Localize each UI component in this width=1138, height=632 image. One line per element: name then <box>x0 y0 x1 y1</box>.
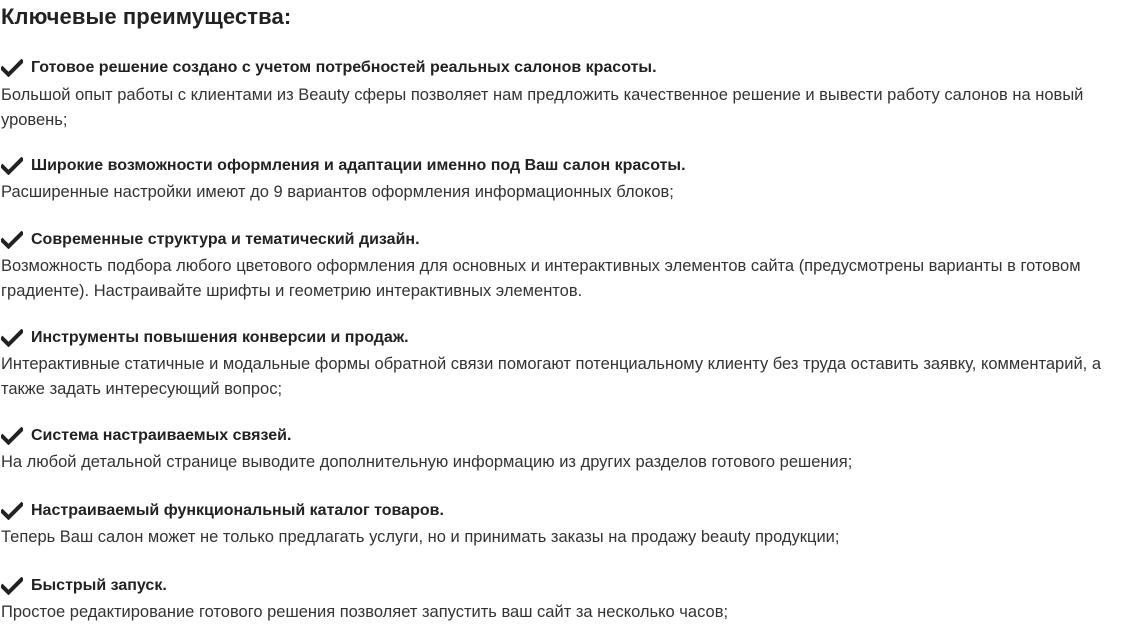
check-icon <box>1 502 23 520</box>
benefit-title: Современные структура и тематический дизайн. <box>31 231 420 248</box>
benefit-item <box>1 499 1138 550</box>
benefit-description: Интерактивные статичные и модальные формы обратной связи помогают потенциальному клиенту без труда оставить заявку, комментарий, а также задать интересующий вопрос; <box>1 355 1102 398</box>
benefit-title-row <box>1 56 1138 80</box>
check-icon <box>1 157 23 175</box>
benefit-title-row <box>1 154 1138 178</box>
benefit-description: Теперь Ваш салон может не только предлагать услуги, но и принимать заказы на продажу beauty продукции; <box>1 528 840 546</box>
benefits-list <box>1 56 1138 625</box>
benefit-title: Широкие возможности оформления и адаптации именно под Ваш салон красоты. <box>31 157 686 174</box>
benefit-title: Готовое решение создано с учетом потребностей реальных салонов красоты. <box>31 59 657 76</box>
benefit-item <box>1 56 1138 133</box>
check-icon <box>1 427 23 445</box>
benefit-title: Система настраиваемых связей. <box>31 427 292 444</box>
benefit-title-row <box>1 228 1138 252</box>
benefit-item <box>1 228 1138 304</box>
benefit-title: Быстрый запуск. <box>31 577 167 594</box>
benefit-item <box>1 424 1138 475</box>
benefit-title-row <box>1 424 1138 448</box>
benefit-title: Инструменты повышения конверсии и продаж. <box>31 329 409 346</box>
benefit-item <box>1 574 1138 625</box>
benefit-title-row <box>1 574 1138 598</box>
benefit-item <box>1 326 1138 402</box>
benefit-item <box>1 154 1138 205</box>
check-icon <box>1 231 23 249</box>
benefit-description: Простое редактирование готового решения позволяет запустить ваш сайт за несколько часов; <box>1 603 729 621</box>
benefit-title-row <box>1 326 1138 350</box>
benefit-title-row <box>1 499 1138 523</box>
check-icon <box>1 329 23 347</box>
benefit-description: Возможность подбора любого цветового оформления для основных и интерактивных элементов сайта (предусмотрены варианты в готовом градиенте). Настраивайте шрифты и геометрию интерактивных элементов. <box>1 257 1081 300</box>
check-icon <box>1 577 23 595</box>
benefit-description: Большой опыт работы с клиентами из Beauty сферы позволяет нам предложить качественное решение и вывести работу салонов на новый уровень; <box>1 86 1084 129</box>
benefit-description: На любой детальной странице выводите дополнительную информацию из других разделов готового решения; <box>1 453 853 471</box>
section-heading: Ключевые преимущества: <box>1 4 292 29</box>
benefit-description: Расширенные настройки имеют до 9 вариантов оформления информационных блоков; <box>1 183 674 201</box>
check-icon <box>1 59 23 77</box>
benefit-title: Настраиваемый функциональный каталог товаров. <box>31 502 444 519</box>
